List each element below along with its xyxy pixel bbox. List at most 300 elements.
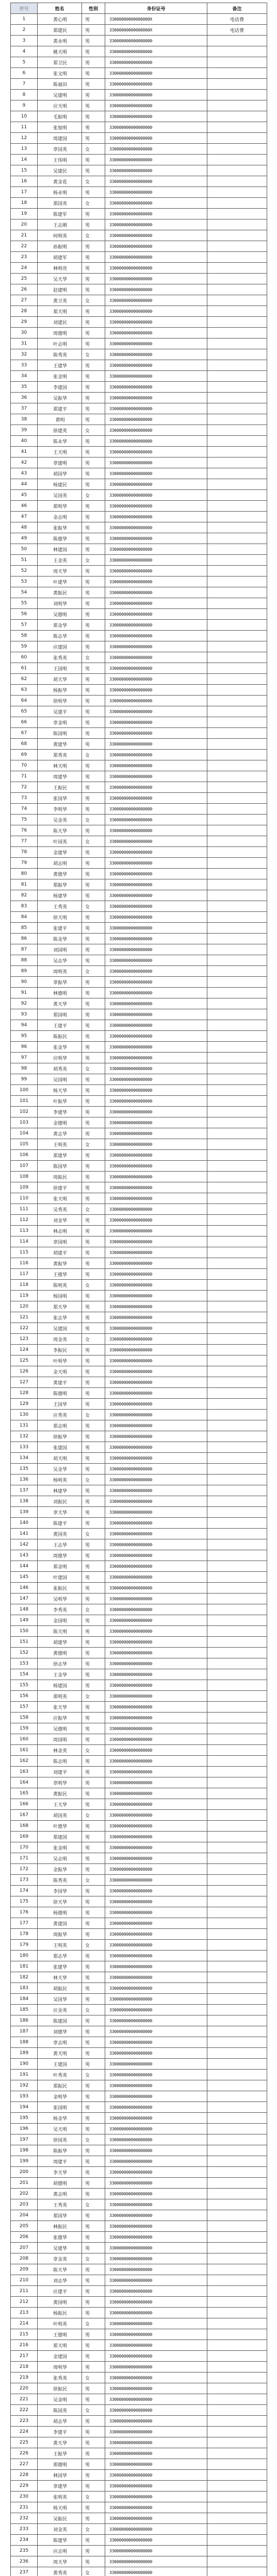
row-remark-cell <box>207 393 267 403</box>
row-name-cell: 陈明英 <box>38 1280 82 1291</box>
row-remark-cell <box>207 198 267 209</box>
table-row <box>11 1832 267 1842</box>
row-id-number-cell: 330000000000000000 <box>105 490 207 501</box>
row-seq-cell: 116 <box>11 1258 38 1269</box>
row-remark-cell: 电话费 <box>207 25 267 36</box>
row-remark-cell <box>207 2546 267 2556</box>
table-row <box>11 2199 267 2210</box>
table-row <box>11 1550 267 1561</box>
row-remark-cell <box>207 2210 267 2221</box>
row-id-number-cell: 330000000000000000 <box>105 836 207 847</box>
row-remark-cell <box>207 2264 267 2275</box>
row-id-number-cell: 330000000000000000 <box>105 1550 207 1561</box>
table-row <box>11 2102 267 2113</box>
row-name-cell: 陈振华 <box>38 2145 82 2156</box>
row-name-cell: 林建华 <box>38 1485 82 1496</box>
row-remark-cell <box>207 1388 267 1399</box>
table-row <box>11 2427 267 2437</box>
row-name-cell: 吴天明 <box>38 2124 82 2134</box>
row-remark-cell <box>207 295 267 306</box>
row-gender-cell: 男 <box>82 209 105 219</box>
row-remark-cell <box>207 923 267 934</box>
row-seq-cell: 58 <box>11 631 38 641</box>
table-row <box>11 555 267 566</box>
row-id-number-cell: 330000000000000000 <box>105 760 207 771</box>
row-seq-cell: 225 <box>11 2437 38 2448</box>
row-remark-cell <box>207 1420 267 1431</box>
row-gender-cell: 男 <box>82 1853 105 1864</box>
row-gender-cell: 男 <box>82 1896 105 1907</box>
table-row <box>11 717 267 728</box>
row-name-cell: 郑国英 <box>38 198 82 209</box>
row-name-cell: 吴天华 <box>38 274 82 284</box>
table-row <box>11 1420 267 1431</box>
row-id-number-cell: 330000000000000000 <box>105 284 207 295</box>
row-remark-cell <box>207 1604 267 1615</box>
row-gender-cell: 男 <box>82 1907 105 1918</box>
row-id-number-cell: 330000000000000000 <box>105 2005 207 2015</box>
row-seq-cell: 147 <box>11 1594 38 1604</box>
row-id-number-cell: 330000000000000000 <box>105 977 207 988</box>
row-gender-cell: 男 <box>82 1713 105 1723</box>
row-remark-cell <box>207 2102 267 2113</box>
row-id-number-cell: 330000000000000000 <box>105 79 207 90</box>
row-seq-cell: 202 <box>11 2189 38 2199</box>
row-remark-cell <box>207 1594 267 1604</box>
row-seq-cell: 44 <box>11 479 38 490</box>
row-id-number-cell: 330000000000000000 <box>105 1269 207 1280</box>
row-seq-cell: 63 <box>11 685 38 696</box>
row-seq-cell: 70 <box>11 760 38 771</box>
row-id-number-cell: 330000000000000000 <box>105 2556 207 2567</box>
row-seq-cell: 204 <box>11 2210 38 2221</box>
row-gender-cell: 男 <box>82 2427 105 2437</box>
row-gender-cell: 男 <box>82 1453 105 1464</box>
row-name-cell: 吴金华 <box>38 1464 82 1475</box>
row-gender-cell: 男 <box>82 79 105 90</box>
row-seq-cell: 97 <box>11 1053 38 1063</box>
row-name-cell: 应秀英 <box>38 1410 82 1420</box>
table-row <box>11 2124 267 2134</box>
row-id-number-cell: 330000000000000000 <box>105 1366 207 1377</box>
row-id-number-cell: 330000000000000000 <box>105 663 207 674</box>
row-remark-cell <box>207 2113 267 2124</box>
row-id-number-cell: 330000000000000000 <box>105 393 207 403</box>
row-seq-cell: 2 <box>11 25 38 36</box>
row-gender-cell: 男 <box>82 1767 105 1777</box>
table-row <box>11 2037 267 2048</box>
row-remark-cell <box>207 1074 267 1085</box>
row-gender-cell: 男 <box>82 1539 105 1550</box>
table-row <box>11 934 267 944</box>
row-name-cell: 王振华 <box>38 2448 82 2459</box>
row-id-number-cell: 330000000000000000 <box>105 1464 207 1475</box>
row-seq-cell: 14 <box>11 155 38 165</box>
row-remark-cell <box>207 1702 267 1713</box>
row-id-number-cell: 330000000000000000 <box>105 706 207 717</box>
row-name-cell: 王建华 <box>38 360 82 371</box>
row-name-cell: 陈志华 <box>38 631 82 641</box>
table-row <box>11 1713 267 1723</box>
row-name-cell: 刘金英 <box>38 2524 82 2535</box>
row-remark-cell <box>207 2340 267 2351</box>
table-row <box>11 1172 267 1182</box>
row-name-cell: 周金英 <box>38 1334 82 1345</box>
row-gender-cell: 男 <box>82 2026 105 2037</box>
table-row <box>11 1215 267 1226</box>
row-remark-cell <box>207 555 267 566</box>
row-remark-cell <box>207 1507 267 1518</box>
row-name-cell: 胡天华 <box>38 674 82 685</box>
table-row <box>11 728 267 739</box>
row-id-number-cell: 330000000000000000 <box>105 1247 207 1258</box>
row-remark-cell <box>207 2383 267 2394</box>
row-id-number-cell: 330000000000000000 <box>105 1972 207 1983</box>
row-remark-cell <box>207 338 267 349</box>
row-remark-cell <box>207 1821 267 1832</box>
row-gender-cell: 男 <box>82 2394 105 2405</box>
row-gender-cell: 男 <box>82 587 105 598</box>
row-seq-cell: 13 <box>11 144 38 155</box>
row-seq-cell: 151 <box>11 1637 38 1648</box>
table-row <box>11 1896 267 1907</box>
table-row <box>11 1691 267 1702</box>
row-seq-cell: 237 <box>11 2567 38 2576</box>
row-gender-cell: 男 <box>82 977 105 988</box>
row-seq-cell: 162 <box>11 1756 38 1767</box>
row-id-number-cell: 330000000000000000 <box>105 2199 207 2210</box>
table-row <box>11 1410 267 1420</box>
table-row <box>11 1117 267 1128</box>
row-name-cell: 吴建明 <box>38 90 82 100</box>
row-id-number-cell: 330000000000000000 <box>105 2134 207 2145</box>
row-id-number-cell: 330000000000000000 <box>105 1875 207 1886</box>
row-remark-cell <box>207 328 267 338</box>
row-id-number-cell: 330000000000000000 <box>105 609 207 620</box>
row-name-cell: 徐天华 <box>38 1896 82 1907</box>
row-gender-cell: 女 <box>82 652 105 663</box>
row-id-number-cell: 330000000000000000 <box>105 1226 207 1236</box>
row-seq-cell: 115 <box>11 1247 38 1258</box>
row-name-cell: 张金明 <box>38 1842 82 1853</box>
row-remark-cell <box>207 1853 267 1864</box>
row-id-number-cell: 330000000000000000 <box>105 371 207 382</box>
row-gender-cell: 男 <box>82 1161 105 1172</box>
row-seq-cell: 190 <box>11 2059 38 2070</box>
row-id-number-cell: 330000000000000000 <box>105 1518 207 1529</box>
row-seq-cell: 76 <box>11 825 38 836</box>
table-row <box>11 1929 267 1940</box>
table-row <box>11 2513 267 2524</box>
row-seq-cell: 174 <box>11 1886 38 1896</box>
row-gender-cell: 男 <box>82 1269 105 1280</box>
table-row <box>11 90 267 100</box>
row-gender-cell: 男 <box>82 1117 105 1128</box>
row-remark-cell <box>207 717 267 728</box>
row-id-number-cell: 330000000000000000 <box>105 1723 207 1734</box>
row-name-cell: 张振华 <box>38 522 82 533</box>
row-id-number-cell: 330000000000000000 <box>105 2113 207 2124</box>
row-id-number-cell: 330000000000000000 <box>105 1886 207 1896</box>
row-id-number-cell: 330000000000000000 <box>105 641 207 652</box>
row-remark-cell <box>207 1475 267 1485</box>
row-remark-cell <box>207 955 267 966</box>
row-id-number-cell: 330000000000000000 <box>105 1604 207 1615</box>
row-remark-cell <box>207 1182 267 1193</box>
table-row <box>11 512 267 522</box>
row-remark-cell <box>207 674 267 685</box>
row-gender-cell: 女 <box>82 2405 105 2416</box>
row-id-number-cell: 330000000000000000 <box>105 1377 207 1388</box>
row-remark-cell <box>207 544 267 555</box>
row-gender-cell: 男 <box>82 934 105 944</box>
row-remark-cell <box>207 1799 267 1810</box>
table-row <box>11 2134 267 2145</box>
row-seq-cell: 169 <box>11 1832 38 1842</box>
row-seq-cell: 32 <box>11 349 38 360</box>
table-row <box>11 1464 267 1475</box>
row-name-cell: 郑金明 <box>38 1561 82 1572</box>
row-seq-cell: 200 <box>11 2167 38 2178</box>
row-remark-cell <box>207 652 267 663</box>
row-seq-cell: 61 <box>11 663 38 674</box>
table-row <box>11 1312 267 1323</box>
row-id-number-cell: 330000000000000000 <box>105 577 207 587</box>
table-row <box>11 1334 267 1345</box>
row-seq-cell: 184 <box>11 1994 38 2005</box>
row-id-number-cell: 330000000000000000 <box>105 2308 207 2318</box>
row-seq-cell: 215 <box>11 2329 38 2340</box>
row-gender-cell: 男 <box>82 771 105 782</box>
table-row <box>11 1669 267 1680</box>
table-row <box>11 566 267 577</box>
row-name-cell: 刘明华 <box>38 598 82 609</box>
row-gender-cell: 男 <box>82 2037 105 2048</box>
row-name-cell: 周天华 <box>38 566 82 577</box>
row-remark-cell <box>207 1117 267 1128</box>
row-name-cell: 李天华 <box>38 2167 82 2178</box>
row-id-number-cell: 330000000000000000 <box>105 934 207 944</box>
table-row <box>11 2026 267 2037</box>
row-name-cell: 王秀英 <box>38 2199 82 2210</box>
row-remark-cell <box>207 2080 267 2091</box>
row-remark-cell <box>207 1236 267 1247</box>
table-row <box>11 869 267 879</box>
row-gender-cell: 男 <box>82 1074 105 1085</box>
row-gender-cell: 男 <box>82 46 105 57</box>
row-name-cell: 张明英 <box>38 2492 82 2502</box>
row-gender-cell: 女 <box>82 1745 105 1756</box>
row-name-cell: 徐国英 <box>38 2134 82 2145</box>
row-remark-cell <box>207 1291 267 1301</box>
row-id-number-cell: 330000000000000000 <box>105 1637 207 1648</box>
row-name-cell: 张秀英 <box>38 652 82 663</box>
row-seq-cell: 40 <box>11 436 38 447</box>
row-remark-cell <box>207 1842 267 1853</box>
row-remark-cell <box>207 912 267 923</box>
row-gender-cell: 男 <box>82 1182 105 1193</box>
row-name-cell: 章明华 <box>38 1777 82 1788</box>
row-gender-cell: 男 <box>82 1518 105 1529</box>
row-remark-cell <box>207 1280 267 1291</box>
row-gender-cell: 男 <box>82 2297 105 2308</box>
roster-table <box>10 3 267 2576</box>
row-id-number-cell: 330000000000000000 <box>105 1117 207 1128</box>
row-seq-cell: 114 <box>11 1236 38 1247</box>
row-id-number-cell: 330000000000000000 <box>105 631 207 641</box>
row-gender-cell: 男 <box>82 2080 105 2091</box>
row-seq-cell: 199 <box>11 2156 38 2167</box>
row-gender-cell: 女 <box>82 901 105 912</box>
row-seq-cell: 86 <box>11 934 38 944</box>
row-gender-cell: 男 <box>82 1496 105 1507</box>
row-gender-cell: 男 <box>82 328 105 338</box>
row-gender-cell: 男 <box>82 68 105 79</box>
row-id-number-cell: 330000000000000000 <box>105 1896 207 1907</box>
row-remark-cell <box>207 1734 267 1745</box>
table-row <box>11 1236 267 1247</box>
table-row <box>11 2253 267 2264</box>
table-row <box>11 57 267 68</box>
table-row <box>11 1821 267 1832</box>
row-name-cell: 章振华 <box>38 977 82 988</box>
row-remark-cell <box>207 1312 267 1323</box>
row-name-cell: 徐天明 <box>38 912 82 923</box>
row-id-number-cell: 330000000000000000 <box>105 1756 207 1767</box>
row-gender-cell: 男 <box>82 739 105 750</box>
row-remark-cell <box>207 2405 267 2416</box>
row-seq-cell: 208 <box>11 2253 38 2264</box>
row-seq-cell: 7 <box>11 79 38 90</box>
row-gender-cell: 男 <box>82 793 105 804</box>
row-remark-cell <box>207 2567 267 2576</box>
row-name-cell: 陈天华 <box>38 825 82 836</box>
table-row <box>11 533 267 544</box>
table-row <box>11 2362 267 2372</box>
row-id-number-cell: 330000000000000000 <box>105 457 207 468</box>
row-gender-cell: 女 <box>82 1063 105 1074</box>
row-gender-cell: 男 <box>82 1626 105 1637</box>
row-name-cell: 章建明 <box>38 457 82 468</box>
row-seq-cell: 233 <box>11 2524 38 2535</box>
row-gender-cell: 男 <box>82 155 105 165</box>
row-name-cell: 王伟明 <box>38 155 82 165</box>
table-row <box>11 1864 267 1875</box>
row-seq-cell: 94 <box>11 1020 38 1031</box>
row-seq-cell: 129 <box>11 1399 38 1410</box>
row-id-number-cell: 330000000000000000 <box>105 198 207 209</box>
row-id-number-cell: 330000000000000000 <box>105 2275 207 2286</box>
row-gender-cell: 女 <box>82 1139 105 1150</box>
row-id-number-cell: 330000000000000000 <box>105 2459 207 2470</box>
row-gender-cell: 男 <box>82 436 105 447</box>
row-seq-cell: 150 <box>11 1626 38 1637</box>
row-remark-cell <box>207 1918 267 1929</box>
row-seq-cell: 227 <box>11 2459 38 2470</box>
row-name-cell: 周国明 <box>38 1734 82 1745</box>
row-id-number-cell: 330000000000000000 <box>105 1042 207 1053</box>
row-gender-cell: 男 <box>82 284 105 295</box>
table-row <box>11 2459 267 2470</box>
table-row <box>11 403 267 414</box>
row-name-cell: 杨永明 <box>38 187 82 198</box>
row-seq-cell: 105 <box>11 1139 38 1150</box>
row-name-cell: 吴金明 <box>38 2394 82 2405</box>
row-gender-cell: 男 <box>82 1951 105 1961</box>
row-name-cell: 李振民 <box>38 1345 82 1355</box>
row-remark-cell <box>207 187 267 198</box>
table-row <box>11 2535 267 2546</box>
row-name-cell: 叶振华 <box>38 1096 82 1107</box>
row-id-number-cell: 330000000000000000 <box>105 2351 207 2362</box>
row-remark-cell <box>207 1615 267 1626</box>
table-row <box>11 1020 267 1031</box>
row-remark-cell <box>207 219 267 230</box>
table-row <box>11 2372 267 2383</box>
row-remark-cell <box>207 966 267 977</box>
row-remark-cell <box>207 934 267 944</box>
row-name-cell: 黄志华 <box>38 1128 82 1139</box>
row-gender-cell: 男 <box>82 2243 105 2253</box>
row-name-cell: 王志华 <box>38 1539 82 1550</box>
row-seq-cell: 210 <box>11 2275 38 2286</box>
row-seq-cell: 120 <box>11 1301 38 1312</box>
row-name-cell: 张文明 <box>38 68 82 79</box>
row-name-cell: 黄建国 <box>38 1918 82 1929</box>
row-name-cell: 郑天明 <box>38 2340 82 2351</box>
row-seq-cell: 39 <box>11 425 38 436</box>
row-seq-cell: 74 <box>11 804 38 815</box>
row-name-cell: 周建平 <box>38 2156 82 2167</box>
row-id-number-cell: 330000000000000000 <box>105 1680 207 1691</box>
row-gender-cell: 男 <box>82 955 105 966</box>
row-gender-cell: 男 <box>82 1648 105 1658</box>
row-id-number-cell: 330000000000000000 <box>105 1355 207 1366</box>
table-row <box>11 2318 267 2329</box>
table-row <box>11 371 267 382</box>
row-id-number-cell: 330000000000000000 <box>105 1626 207 1637</box>
row-seq-cell: 176 <box>11 1907 38 1918</box>
row-id-number-cell: 330000000000000000 <box>105 1767 207 1777</box>
row-remark-cell <box>207 2059 267 2070</box>
row-name-cell: 郑国明 <box>38 1009 82 1020</box>
row-remark-cell <box>207 2329 267 2340</box>
row-remark-cell <box>207 879 267 890</box>
row-gender-cell: 男 <box>82 133 105 144</box>
row-name-cell: 吴国明 <box>38 1074 82 1085</box>
row-name-cell: 吴国华 <box>38 1994 82 2005</box>
row-name-cell: 黄天华 <box>38 2437 82 2448</box>
row-remark-cell <box>207 1810 267 1821</box>
row-name-cell: 应明华 <box>38 1053 82 1063</box>
row-id-number-cell: 33000000000000000X <box>105 25 207 36</box>
row-name-cell: 吴建国 <box>38 1323 82 1334</box>
row-gender-cell: 男 <box>82 1399 105 1410</box>
row-gender-cell: 男 <box>82 2459 105 2470</box>
row-remark-cell <box>207 631 267 641</box>
table-row <box>11 1723 267 1734</box>
table-row <box>11 2178 267 2189</box>
row-remark-cell <box>207 1096 267 1107</box>
table-row <box>11 1258 267 1269</box>
row-name-cell: 胡建平 <box>38 1247 82 1258</box>
row-seq-cell: 38 <box>11 414 38 425</box>
row-gender-cell: 男 <box>82 2124 105 2134</box>
row-seq-cell: 166 <box>11 1799 38 1810</box>
row-id-number-cell: 330000000000000000 <box>105 728 207 739</box>
row-gender-cell: 男 <box>82 782 105 793</box>
table-row <box>11 1128 267 1139</box>
